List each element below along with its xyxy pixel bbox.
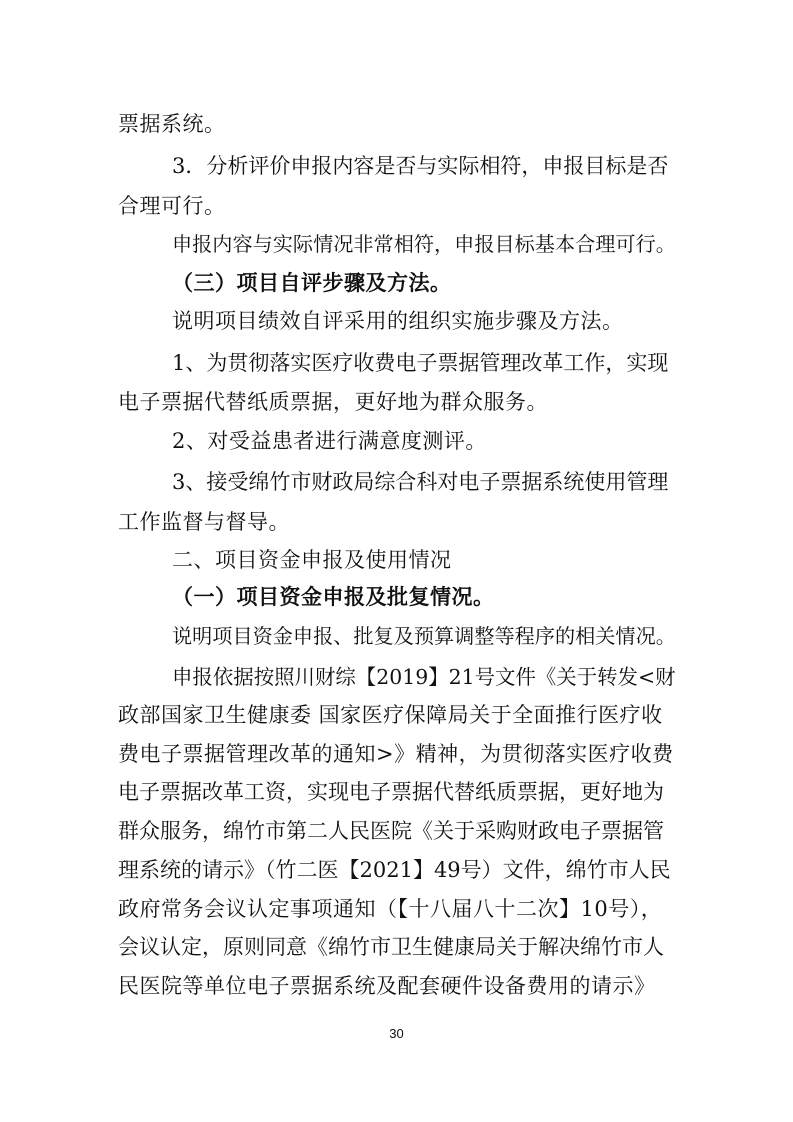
section-heading: （一）项目资金申报及批复情况。 — [172, 584, 495, 609]
body-line: 3．分析评价申报内容是否与实际相符，申报目标是否 — [172, 154, 669, 178]
body-line: 说明项目绩效自评采用的组织实施步骤及方法。 — [172, 309, 624, 333]
body-line: 申报依据按照川财综【2019】21号文件《关于转发<财 — [172, 665, 676, 689]
body-line: 说明项目资金申报、批复及预算调整等程序的相关情况。 — [172, 624, 676, 648]
body-line: 申报内容与实际情况非常相符，申报目标基本合理可行。 — [172, 232, 676, 256]
body-line: 民医院等单位电子票据系统及配套硬件设备费用的请示》 — [118, 974, 656, 998]
body-line: 票据系统。 — [118, 112, 226, 136]
body-line: 1、为贯彻落实医疗收费电子票据管理改革工作，实现 — [172, 351, 669, 375]
section-heading: （三）项目自评步骤及方法。 — [172, 270, 452, 295]
body-line: 电子票据代替纸质票据，更好地为群众服务。 — [118, 390, 548, 414]
chapter-heading: 二、项目资金申报及使用情况 — [172, 548, 452, 572]
body-line: 费电子票据管理改革的通知>》精神，为贯彻落实医疗收费 — [118, 742, 674, 766]
body-line: 3、接受绵竹市财政局综合科对电子票据系统使用管理 — [172, 470, 669, 494]
body-line: 工作监督与督导。 — [118, 510, 290, 534]
body-line: 政部国家卫生健康委 国家医疗保障局关于全面推行医疗收 — [118, 703, 663, 727]
body-line: 政府常务会议认定事项通知（【十八届八十二次】10号）， — [118, 897, 663, 921]
body-line: 群众服务，绵竹市第二人民医院《关于采购财政电子票据管 — [118, 819, 664, 843]
body-line: 理系统的请示》（竹二医【2021】49号）文件，绵竹市人民 — [118, 858, 671, 882]
body-line: 2、对受益患者进行满意度测评。 — [172, 429, 487, 453]
body-line: 会议认定，原则同意《绵竹市卫生健康局关于解决绵竹市人 — [118, 935, 664, 959]
body-line: 合理可行。 — [118, 194, 226, 218]
body-line: 电子票据改革工资，实现电子票据代替纸质票据，更好地为 — [118, 780, 664, 804]
page-number: 30 — [389, 1026, 404, 1041]
